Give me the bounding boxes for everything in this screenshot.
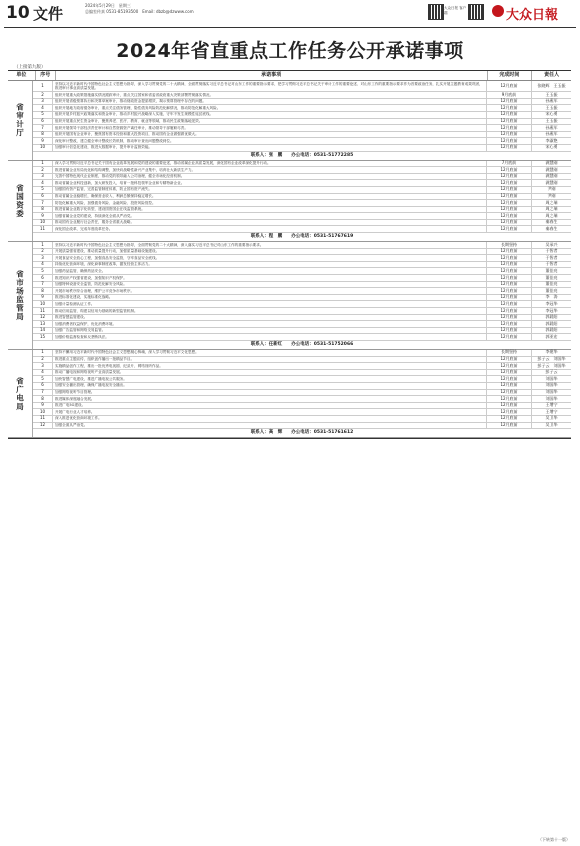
- cell-item: 组织开展国有企业审计，聚焦国有资本经营和重大投资项目，推动国有企业做强做优做大。: [53, 132, 487, 138]
- cell-time: 12月底前: [487, 328, 532, 334]
- table-row: [33, 99, 571, 106]
- table-row: [33, 390, 571, 397]
- section-name: 文件: [33, 5, 64, 23]
- cell-item: 组织开展重点民生资金审计，聚焦养老、医疗、教育、就业等领域，推动民生政策落地见效。: [53, 119, 487, 125]
- cell-no: 5: [33, 376, 53, 382]
- cell-no: 8: [33, 396, 53, 402]
- qr-label-1: 大众日报 客户端: [444, 6, 467, 15]
- cell-resp: 郭晨阳: [545, 320, 558, 326]
- cell-item: 推动广播电视和网络视听产业高质量发展。: [53, 370, 487, 376]
- cell-resp: 王增宁: [545, 402, 558, 408]
- cell-time: 12月底前: [487, 275, 532, 281]
- cell-item: 加强药品监管，确保药品安全。: [53, 268, 487, 274]
- cell-resp: 董佳亮: [545, 287, 558, 293]
- header-resp: 责任人: [544, 72, 560, 78]
- cell-resp: 彭子云 刘国华: [537, 362, 566, 368]
- cell-item: 深化审计整改，建立健全审计整改长效机制，推动审计查出问题整改到位。: [53, 138, 487, 144]
- table-row: [33, 350, 571, 357]
- cell-time: 长期坚持: [487, 350, 532, 356]
- cell-resp: 李冠华: [545, 300, 558, 306]
- brand-masthead: 大众日報: [506, 8, 559, 23]
- cell-no: 10: [33, 409, 53, 415]
- cell-no: 2: [33, 92, 53, 98]
- cell-time: 12月底前: [487, 145, 532, 151]
- cell-time: 12月底前: [487, 194, 532, 200]
- cell-item: 加强计量检测认证工作。: [53, 301, 487, 307]
- cell-resp: 王玉振: [545, 91, 558, 97]
- cell-no: 7: [33, 200, 53, 206]
- cell-resp: 于智者: [545, 254, 558, 260]
- cell-no: 5: [33, 112, 53, 118]
- cell-no: 6: [33, 119, 53, 125]
- table-row: [33, 180, 571, 187]
- cell-no: 1: [33, 350, 53, 356]
- table-row: [33, 161, 571, 168]
- cell-resp: 吴承兴: [545, 241, 558, 247]
- header-time: 完成时间: [488, 71, 533, 80]
- cell-no: 3: [33, 99, 53, 105]
- page-header: [0, 0, 580, 26]
- cell-resp: 王增宁: [545, 408, 558, 414]
- cell-resp: 满慧刚: [545, 160, 558, 166]
- cell-resp: 李淑艳: [545, 137, 558, 143]
- cell-item: 深入学习贯彻习近平总书记关于国有企业改革发展和党的建设的重要论述，推动省属企业高质量发展，深化国有企业改革深化提升行动。: [53, 161, 487, 167]
- cell-item: 推动信用监管，构建以信用为基础的新型监管机制。: [53, 308, 487, 314]
- unit-group: [8, 81, 571, 161]
- cell-time: 12月底前: [487, 357, 532, 363]
- table-body: [8, 81, 571, 438]
- cell-resp: 周之瑞: [545, 199, 558, 205]
- cell-time: 7月底前: [487, 161, 532, 167]
- contact-line: 联系人：张 鹏 办公电话：0531-51772285: [250, 152, 354, 158]
- cell-time: 12月底前: [487, 315, 532, 321]
- header-item: 承诺事项: [56, 71, 488, 80]
- cell-time: 12月底前: [487, 334, 532, 340]
- cell-no: 4: [33, 180, 53, 186]
- cell-time: 12月底前: [487, 213, 532, 219]
- cell-item: 加强安全播出管理，确保广播电视安全播出。: [53, 383, 487, 389]
- cell-item: 推进智慧监管建设。: [53, 315, 487, 321]
- cell-resp: 于智者: [545, 248, 558, 254]
- cell-no: 8: [33, 132, 53, 138]
- cell-resp: 孙燕军: [545, 124, 558, 130]
- cell-time: 12月底前: [487, 99, 532, 105]
- cell-no: 12: [33, 423, 53, 429]
- table-row: [33, 295, 571, 302]
- cell-time: 12月底前: [487, 119, 532, 125]
- cell-resp: 郭亚宏: [545, 333, 558, 339]
- cell-item: 推动国有企业履行社会责任，服务全省重大战略。: [53, 220, 487, 226]
- table-row: [33, 249, 571, 256]
- cell-resp: 刘国华: [545, 395, 558, 401]
- table-row: [33, 363, 571, 370]
- cell-time: 12月底前: [487, 376, 532, 382]
- cell-item: 加强全面从严治党。: [53, 423, 487, 429]
- table-row: [33, 268, 571, 275]
- cell-resp: 彭子云: [545, 369, 558, 375]
- qr-code-icon: [468, 4, 484, 20]
- continued-from-note: （上接第九版）: [14, 65, 46, 70]
- cell-time: 12月底前: [487, 174, 532, 180]
- cell-no: 5: [33, 268, 53, 274]
- cell-resp: 孙燕军: [545, 131, 558, 137]
- cell-item: 加强省属企业党的建设，持续深化全面从严治党。: [53, 213, 487, 219]
- contact-line: 联系人：高 辉 办公电话：0531-51761612: [250, 430, 354, 436]
- contact-line: 联系人：程 鹏 办公电话：0531-51767619: [250, 234, 354, 240]
- cell-item: 加强价格监督检查和反垄断执法。: [53, 334, 487, 340]
- cell-time: 12月底前: [487, 112, 532, 118]
- table-row: [33, 255, 571, 262]
- cell-time: 12月底前: [487, 390, 532, 396]
- page-number: 10: [6, 3, 30, 23]
- cell-item: 开展质量强省建设，推动质量提升行动，加强质量基础设施建设。: [53, 249, 487, 255]
- cell-item: 加快智慧广电建设，推进广播电视公共服务。: [53, 376, 487, 382]
- cell-resp: 宋心勇: [545, 144, 558, 150]
- table-row: [33, 200, 571, 207]
- cell-item: 组织开展领导干部经济责任审计和自然资源资产离任审计，推动领导干部履职尽责。: [53, 125, 487, 131]
- cell-time: 12月底前: [487, 255, 532, 261]
- cell-no: 1: [33, 242, 53, 248]
- cell-resp: 满慧刚: [545, 179, 558, 185]
- table-row: [33, 328, 571, 335]
- unit-cell: [8, 350, 33, 437]
- cell-item: 深入推进优化营商环境工作。: [53, 416, 487, 422]
- unit-group: [8, 161, 571, 243]
- table-row: [33, 220, 571, 227]
- cell-no: 9: [33, 213, 53, 219]
- cell-item: 组织开展乡村振兴政策落实和资金审计，推动乡村振兴战略深入实施，守牢不发生规模性返贫底线。: [53, 112, 487, 118]
- cell-resp: 于智者: [545, 261, 558, 267]
- cell-resp: 刘国华: [545, 389, 558, 395]
- contact-line: 联系人：任新红 办公电话：0531-51752066: [250, 341, 354, 347]
- cell-resp: 尹刚: [547, 186, 556, 192]
- table-row: [33, 370, 571, 377]
- table-row: [33, 174, 571, 181]
- cell-item: 推进重点主题宣传，组织创作播出一批精品节目。: [53, 357, 487, 363]
- cell-time: 12月底前: [487, 370, 532, 376]
- cell-resp: 李冠华: [545, 307, 558, 313]
- cell-item: 组织开展地方政府债务审计，重点关注债务管理、隐性债务风险防范化解情况，推动防范化解重大风险。: [53, 105, 487, 111]
- date-text: 2024年5月29日 星期三: [85, 3, 131, 8]
- cell-resp: 刘国华: [545, 375, 558, 381]
- cell-no: 10: [33, 301, 53, 307]
- unit-name: 省市场监管局: [15, 270, 25, 322]
- cell-time: 12月底前: [487, 125, 532, 131]
- table-row: [33, 308, 571, 315]
- cell-time: 12月底前: [487, 383, 532, 389]
- table-row: [33, 403, 571, 410]
- table-row: [33, 301, 571, 308]
- cell-no: 4: [33, 262, 53, 268]
- cell-time: 12月底前: [487, 220, 532, 226]
- editor-text: 总编室传真 0531-85193500 Email: dbzb@dzwww.com: [85, 9, 194, 14]
- cell-resp: 秦春生: [545, 219, 558, 225]
- cell-time: 12月底前: [487, 249, 532, 255]
- cell-item: 开展广电行业人才培养。: [53, 409, 487, 415]
- cell-item: 持续优化营商环境，深化商事制度改革，激发经营主体活力。: [53, 262, 487, 268]
- cell-resp: 王玉振: [545, 104, 558, 110]
- table-row: [33, 213, 571, 220]
- cell-item: 组织开展省级预算执行和决算草案审计，推动财政资金提质增效，揭示预算管理中存在的问题。: [53, 99, 487, 105]
- cell-resp: 李建华: [545, 349, 558, 355]
- cell-resp: 王玉振: [545, 118, 558, 124]
- cell-no: 7: [33, 125, 53, 131]
- cell-no: 10: [33, 220, 53, 226]
- cell-item: 加强消费者权益保护，优化消费环境。: [53, 321, 487, 327]
- cell-time: 12月底前: [487, 363, 532, 369]
- cell-time: 12月底前: [487, 180, 532, 186]
- cell-resp: 秦春生: [545, 225, 558, 231]
- cell-time: 12月底前: [487, 207, 532, 213]
- cell-no: 4: [33, 370, 53, 376]
- cell-time: 12月底前: [487, 416, 532, 422]
- header-divider: [4, 27, 576, 28]
- cell-time: 12月底前: [487, 295, 532, 301]
- cell-no: 11: [33, 226, 53, 232]
- cell-resp: 董佳亮: [545, 267, 558, 273]
- cell-item: 坚持以习近平新时代中国特色社会主义思想为指导，全面贯彻党的二十大精神，深入落实习近平总书记对山东工作的重要指示要求。: [53, 242, 487, 248]
- cell-resp: 吴卫华: [545, 415, 558, 421]
- table-row: [33, 282, 571, 289]
- table-row: [33, 396, 571, 403]
- cell-item: 坚持以习近平新时代中国特色社会主义思想为指导，深入学习贯彻党的二十大精神，全面贯彻落实习近平总书记对山东工作的重要指示要求，把学习贯彻习近平总书记关于审计工作的重要论述、对山东工作的重要指示要求作为首要政治任务，扎实开展主题教育成果巩固，推进审计事业高质量发展。: [53, 81, 487, 91]
- cell-no: 8: [33, 288, 53, 294]
- cell-no: 2: [33, 249, 53, 255]
- cell-resp: 周之瑞: [545, 212, 558, 218]
- cell-time: 长期坚持: [487, 242, 532, 248]
- cell-item: 加强审计信息化建设，推进大数据审计，提升审计监督效能。: [53, 145, 487, 151]
- cell-time: 12月底前: [487, 409, 532, 415]
- cell-no: 12: [33, 315, 53, 321]
- unit-group: [8, 350, 571, 438]
- cell-item: 推动省属企业稳增长，确保营业收入、利润总额保持稳定增长。: [53, 194, 487, 200]
- cell-item: 加强广告监管和网络交易监管。: [53, 328, 487, 334]
- cell-resp: 刘国华: [545, 382, 558, 388]
- cell-time: 12月底前: [487, 138, 532, 144]
- cell-item: 推进省属企业数字化转型，建设国资国企在线监管系统。: [53, 207, 487, 213]
- table-row: [33, 194, 571, 201]
- cell-resp: 郭晨阳: [545, 314, 558, 320]
- table-row: [33, 275, 571, 282]
- cell-no: 13: [33, 321, 53, 327]
- table-row: [33, 105, 571, 112]
- cell-time: 12月底前: [487, 167, 532, 173]
- cell-item: 推进媒体深度融合发展。: [53, 396, 487, 402]
- cell-no: 3: [33, 363, 53, 369]
- cell-no: 7: [33, 390, 53, 396]
- table-row: [33, 226, 571, 233]
- cell-resp: 周之瑞: [545, 206, 558, 212]
- table-row: [33, 409, 571, 416]
- table-row: [33, 92, 571, 99]
- table-row: [33, 145, 571, 152]
- cell-time: 12月底前: [487, 308, 532, 314]
- cell-resp: 张晓辉 王玉振: [537, 82, 566, 88]
- table-row: [33, 125, 571, 132]
- cell-time: 12月底前: [487, 268, 532, 274]
- cell-item: 加强国有资产监管，完善监管制度体系，防止国有资产流失。: [53, 187, 487, 193]
- unit-name: 省广电局: [15, 376, 25, 411]
- table-row: [33, 383, 571, 390]
- cell-no: 15: [33, 334, 53, 340]
- cell-no: 5: [33, 187, 53, 193]
- cell-resp: 吴卫华: [545, 422, 558, 427]
- cell-time: 12月底前: [487, 262, 532, 268]
- table-row: [33, 288, 571, 295]
- cell-no: 11: [33, 416, 53, 422]
- cell-time: 12月底前: [487, 396, 532, 402]
- table-row: [33, 416, 571, 423]
- table-row: [33, 112, 571, 119]
- continued-to-note: （下转第十一版）: [538, 837, 570, 842]
- cell-resp: 满慧刚: [545, 166, 558, 172]
- qr-code-icon: [428, 4, 444, 20]
- cell-item: 推进知识产权强省建设，加强知识产权保护。: [53, 275, 487, 281]
- cell-time: 12月底前: [487, 321, 532, 327]
- cell-time: 12月底前: [487, 132, 532, 138]
- cell-resp: 彭子云 刘国华: [537, 356, 566, 362]
- cell-no: 2: [33, 357, 53, 363]
- cell-time: 12月底前: [487, 200, 532, 206]
- table-row: [33, 334, 571, 341]
- brand-logo-icon: [492, 5, 504, 17]
- cell-no: 3: [33, 255, 53, 261]
- cell-no: 9: [33, 138, 53, 144]
- cell-item: 加强特种设备安全监管，防范化解安全风险。: [53, 282, 487, 288]
- unit-cell: [8, 81, 33, 160]
- cell-resp: 宋心勇: [545, 111, 558, 117]
- unit-name: 省国资委: [15, 183, 25, 218]
- cell-time: 12月底前: [487, 403, 532, 409]
- cell-resp: 尹刚: [547, 193, 556, 198]
- cell-item: 推进标准化建设，实施标准化战略。: [53, 295, 487, 301]
- cell-item: 深化国企改革，完成年度改革任务。: [53, 226, 487, 232]
- commitments-table: [8, 70, 571, 439]
- header-unit: 单位: [8, 71, 36, 80]
- unit-cell: [8, 161, 33, 242]
- cell-item: 推动省属企业科技创新，加大研发投入，培育一批科技领军企业和专精特新企业。: [53, 180, 487, 186]
- date-line: [85, 3, 194, 15]
- cell-no: 1: [33, 161, 53, 167]
- cell-resp: 郭晨阳: [545, 327, 558, 333]
- table-row: [33, 262, 571, 269]
- cell-item: 推进广电5G建设。: [53, 403, 487, 409]
- cell-time: 12月底前: [487, 187, 532, 193]
- cell-no: 10: [33, 145, 53, 151]
- cell-item: 坚持不懈用习近平新时代中国特色社会主义思想凝心铸魂，深入学习贯彻习近平文化思想。: [53, 350, 487, 356]
- cell-item: 开展市场秩序综合治理，维护公平竞争市场秩序。: [53, 288, 487, 294]
- cell-item: 完善中国特色现代企业制度，推动党的领导融入公司治理，健全市场化经营机制。: [53, 174, 487, 180]
- table-row: [33, 187, 571, 194]
- cell-no: 6: [33, 383, 53, 389]
- table-row: [33, 376, 571, 383]
- cell-item: 组织开展重大政策措施落实情况跟踪审计，重点关注国家和省委省政府重大决策部署贯彻落实情况。: [53, 92, 487, 98]
- cell-resp: 满慧刚: [545, 173, 558, 179]
- cell-item: 实施精品创作工程，推出一批优秀电视剧、纪录片、网络视听作品。: [53, 363, 487, 369]
- cell-no: 1: [33, 81, 53, 91]
- table-row: [33, 132, 571, 139]
- table-row: [33, 167, 571, 174]
- cell-item: 开展食品安全放心工程，加强食品安全监管，守牢食品安全底线。: [53, 255, 487, 261]
- unit-group: [8, 242, 571, 350]
- cell-no: 6: [33, 194, 53, 200]
- table-row: [33, 423, 571, 430]
- cell-no: 8: [33, 207, 53, 213]
- header-no: 序号: [36, 71, 56, 80]
- table-row: [33, 242, 571, 249]
- table-row: [33, 321, 571, 328]
- cell-item: 防范化解重大风险，加强债务风险、金融风险、投资风险管控。: [53, 200, 487, 206]
- cell-resp: 孙燕军: [545, 98, 558, 104]
- cell-time: 12月底前: [487, 301, 532, 307]
- cell-no: 6: [33, 275, 53, 281]
- table-row: [33, 138, 571, 145]
- cell-no: 3: [33, 174, 53, 180]
- cell-resp: 董佳亮: [545, 274, 558, 280]
- unit-cell: [8, 242, 33, 349]
- cell-time: 12月底前: [487, 226, 532, 232]
- table-row: [33, 357, 571, 364]
- cell-time: 12月底前: [487, 105, 532, 111]
- table-row: [33, 315, 571, 322]
- cell-no: 11: [33, 308, 53, 314]
- cell-no: 14: [33, 328, 53, 334]
- cell-resp: 李 涛: [545, 294, 558, 300]
- cell-no: 7: [33, 282, 53, 288]
- table-header-row: [8, 71, 571, 81]
- page-title: 2024年省直重点工作任务公开承诺事项: [116, 40, 464, 62]
- table-row: [33, 119, 571, 126]
- cell-time: 12月底前: [487, 423, 532, 429]
- cell-item: 推进省属企业布局优化和结构调整，加快向战略性新兴产业集中，培育壮大新质生产力。: [53, 167, 487, 173]
- cell-no: 9: [33, 295, 53, 301]
- cell-time: 12月底前: [487, 282, 532, 288]
- cell-no: 4: [33, 105, 53, 111]
- table-row: [33, 207, 571, 214]
- cell-no: 2: [33, 167, 53, 173]
- cell-resp: 董佳亮: [545, 281, 558, 287]
- unit-name: 省审计厅: [15, 103, 25, 138]
- cell-time: 12月底前: [487, 288, 532, 294]
- cell-time: 12月底前: [487, 81, 532, 91]
- cell-time: 9月底前: [487, 92, 532, 98]
- cell-no: 9: [33, 403, 53, 409]
- cell-item: 加强网络视听节目管理。: [53, 390, 487, 396]
- table-row: [33, 81, 571, 92]
